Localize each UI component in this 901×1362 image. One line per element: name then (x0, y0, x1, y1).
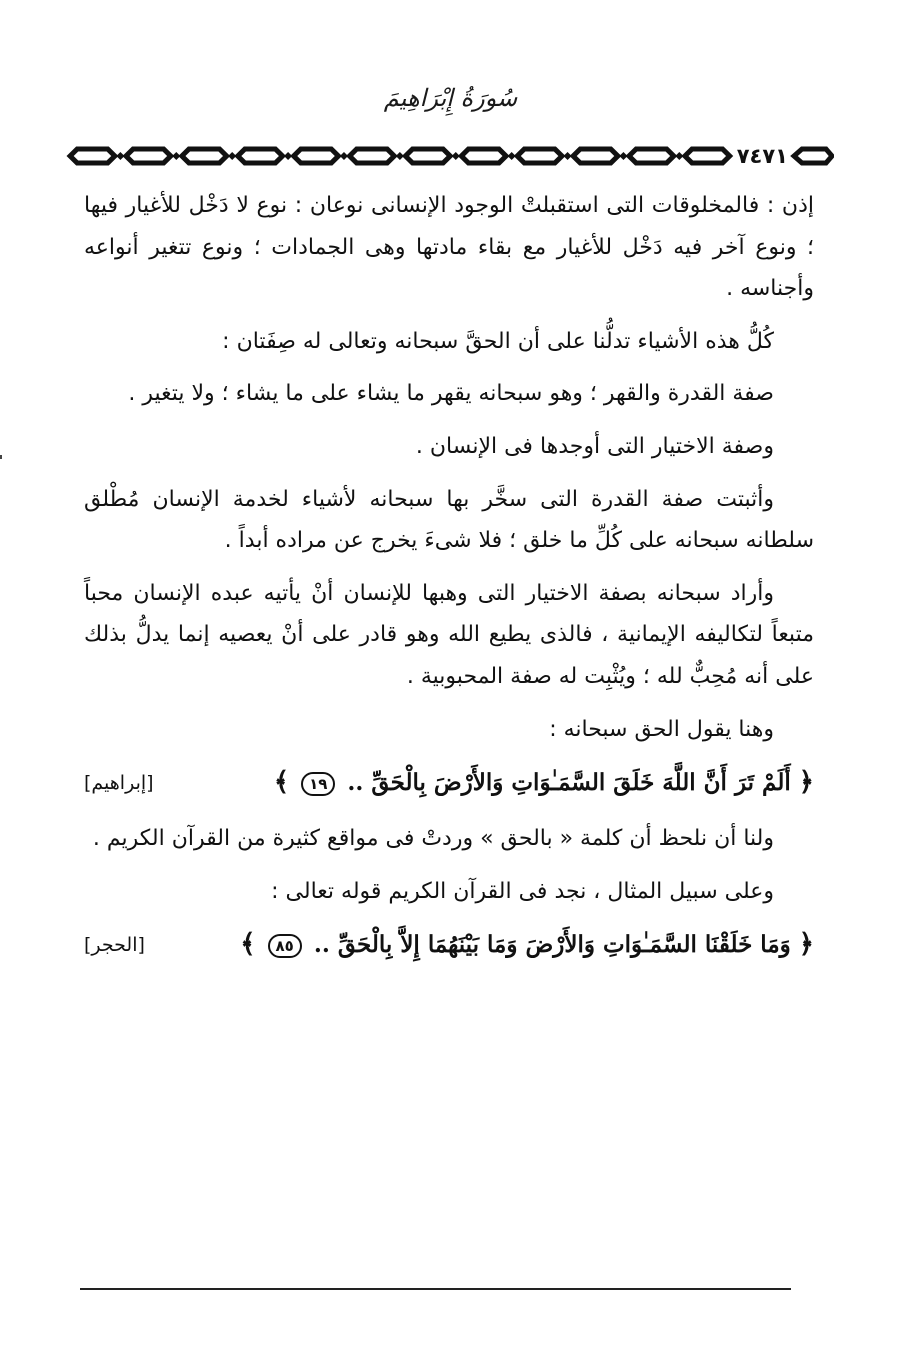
quran-verse-ibrahim (84, 761, 814, 804)
paragraph-6: وأراد سبحانه بصفة الاختيار التى وهبها للإنسان أنْ يأتيه عبده الإنسان محباً متبعاً لتكاليفه الإيمانية ، فالذى يطيع الله وهو قادر على أنْ يعصيه إنما يدلُّ بذلك على أنه مُحِبٌّ لله ؛ ويُثْبِت له صفة المحبوبية . (84, 580, 814, 689)
chain-link-icon (517, 149, 562, 163)
page-number: ٧٤٧١ (736, 144, 788, 168)
paragraph-3: صفة القدرة والقهر ؛ وهو سبحانه يقهر ما يشاء على ما يشاء ؛ ولا يتغير . (128, 381, 774, 407)
paragraph-9: وعلى سبيل المثال ، نجد فى القرآن الكريم قوله تعالى : (271, 878, 774, 904)
chain-link-icon (405, 149, 450, 163)
verse-reference: [إبراهيم] (84, 771, 154, 794)
chain-link-icon (294, 149, 339, 163)
chain-link-icon (126, 149, 171, 163)
paragraph-8: ولنا أن نلحظ أن كلمة « بالحق » وردتْ فى مواقع كثيرة من القرآن الكريم . (92, 826, 774, 852)
paragraph-2: كُلُّ هذه الأشياء تدلُّنا على أن الحقَّ سبحانه وتعالى له صِفَتان : (222, 328, 774, 354)
verse-close-bracket: ﴾ (273, 767, 290, 798)
verse-text: وَمَا خَلَقْنَا السَّمَـٰوَاتِ وَالأَرْضَ وَمَا بَيْنَهُمَا إِلاَّ بِالْحَقِّ .. (313, 931, 791, 959)
chain-link-icon (238, 149, 283, 163)
margin-mark (0, 455, 2, 459)
chain-link-icon (70, 149, 115, 163)
paragraph-7: وهنا يقول الحق سبحانه : (549, 716, 774, 742)
chain-link-icon (182, 149, 227, 163)
footer-rule (80, 1288, 791, 1290)
ayah-number-badge: ٨٥ (268, 934, 302, 958)
verse-reference: [الحجر] (84, 933, 145, 956)
chain-link-icon (461, 149, 506, 163)
paragraph-1: إذن : فالمخلوقات التى استقبلتْ الوجود الإنسانى نوعان : نوع لا دَخْل للأغيار فيها ؛ ونوع آخر فيه دَخْل للأغيار مع بقاء مادتها وهى الجمادات ؛ ونوع تتغير أنواعه وأجناسه . (84, 193, 814, 302)
verse-open-bracket: ﴿ (798, 767, 814, 798)
chain-link-icon (350, 149, 395, 163)
chain-link-icon (573, 149, 618, 163)
chain-link-icon (629, 149, 674, 163)
chain-end-icon (790, 141, 834, 171)
chain-link-icon (685, 149, 730, 163)
verse-close-bracket: ﴾ (240, 929, 256, 960)
verse-open-bracket: ﴿ (798, 929, 814, 960)
quran-verse-hijr (84, 923, 814, 966)
ayah-number-badge: ١٩ (301, 772, 335, 796)
paragraph-4: وصفة الاختيار التى أوجدها فى الإنسان . (415, 433, 774, 459)
verse-body (240, 923, 814, 966)
header-ornament-row (64, 141, 834, 171)
paragraph-5: وأثبتت صفة القدرة التى سخَّر بها سبحانه لأشياء لخدمة الإنسان مُطْلق سلطانه سبحانه على كُلِّ ما خلق ؛ فلا شىءَ يخرج عن مراده أبداً . (84, 486, 814, 554)
surah-title: سُورَةُ إِبْرَاهِيمَ (383, 84, 518, 112)
main-text (84, 185, 814, 980)
verse-body (274, 761, 814, 804)
chain-ornament-icon (64, 141, 735, 171)
verse-text: أَلَمْ تَرَ أَنَّ اللَّهَ خَلَقَ السَّمَـٰوَاتِ وَالأَرْضَ بِالْحَقِّ .. (347, 769, 791, 797)
